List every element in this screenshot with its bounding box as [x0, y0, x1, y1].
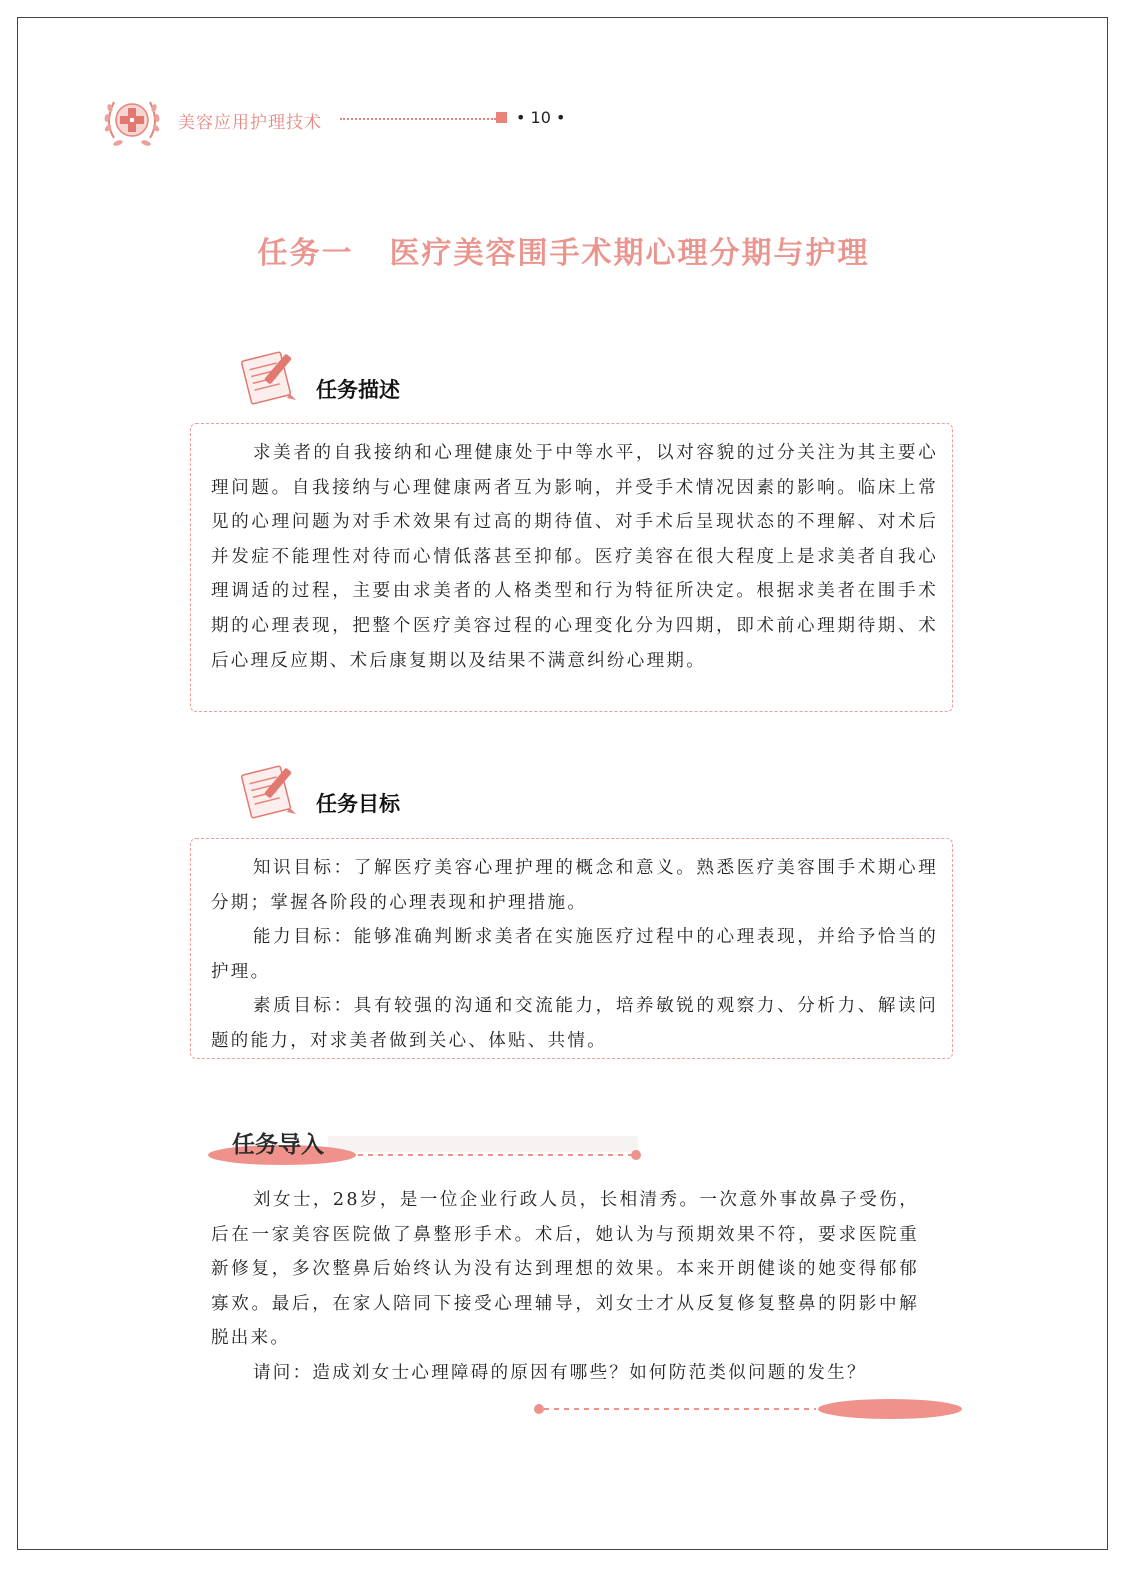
section-title-intro: 任务导入 [232, 1132, 324, 1158]
goal-ability: 能力目标：能够准确判断求美者在实施医疗过程中的心理表现，并给予恰当的护理。 [211, 927, 938, 982]
description-box [190, 423, 953, 712]
medical-cross-wreath-logo [100, 88, 164, 152]
document-pencil-icon [240, 760, 304, 820]
document-pencil-icon [240, 346, 304, 406]
task-title [0, 228, 1127, 272]
task-number: 任务一 [257, 236, 354, 271]
goal-knowledge: 知识目标：了解医疗美容心理护理的概念和意义。熟悉医疗美容围手术期心理分期；掌握各阶段的心理表现和护理措施。 [211, 858, 938, 913]
description-paragraph: 求美者的自我接纳和心理健康处于中等水平，以对容貌的过分关注为其主要心理问题。自我接纳与心理健康两者互为影响，并受手术情况因素的影响。临床上常见的心理问题为对手术效果有过高的期待值、对手术后呈现状态的不理解、对术后并发症不能理性对待而心情低落甚至抑郁。医疗美容在很大程度上是求美者自我心理调适的过程，主要由求美者的人格类型和行为特征所决定。根据求美者在围手术期的心理表现，把整个医疗美容过程的心理变化分为四期，即术前心理期待期、术后心理反应期、术后康复期以及结果不满意纠纷心理期。 [211, 443, 938, 671]
book-title: 美容应用护理技术 [178, 113, 322, 133]
header-dotted-leader [340, 118, 496, 120]
intro-content [211, 1183, 919, 1391]
running-header [100, 88, 660, 152]
goals-box [190, 838, 953, 1059]
task-name: 医疗美容围手术期心理分期与护理 [389, 236, 870, 271]
section-title-goals: 任务目标 [316, 792, 400, 816]
intro-question: 请问：造成刘女士心理障碍的原因有哪些？如何防范类似问题的发生？ [253, 1362, 867, 1383]
page-number: • 10 • [516, 108, 566, 127]
intro-case: 刘女士，28岁，是一位企业行政人员，长相清秀。一次意外事故鼻子受伤，后在一家美容医院做了鼻整形手术。术后，她认为与预期效果不符，要求医院重新修复，多次整鼻后始终认为没有达到理想的效果。本来开朗健谈的她变得郁郁寡欢。最后，在家人陪同下接受心理辅导，刘女士才从反复修复整鼻的阴影中解脱出来。 [211, 1190, 919, 1349]
section-title-description: 任务描述 [316, 378, 400, 402]
intro-footer-decoration [532, 1396, 964, 1422]
intro-banner [208, 1122, 648, 1172]
goal-quality: 素质目标：具有较强的沟通和交流能力，培养敏锐的观察力、分析力、解读问题的能力，对求美者做到关心、体贴、共情。 [211, 996, 938, 1051]
header-square-marker [496, 112, 507, 123]
